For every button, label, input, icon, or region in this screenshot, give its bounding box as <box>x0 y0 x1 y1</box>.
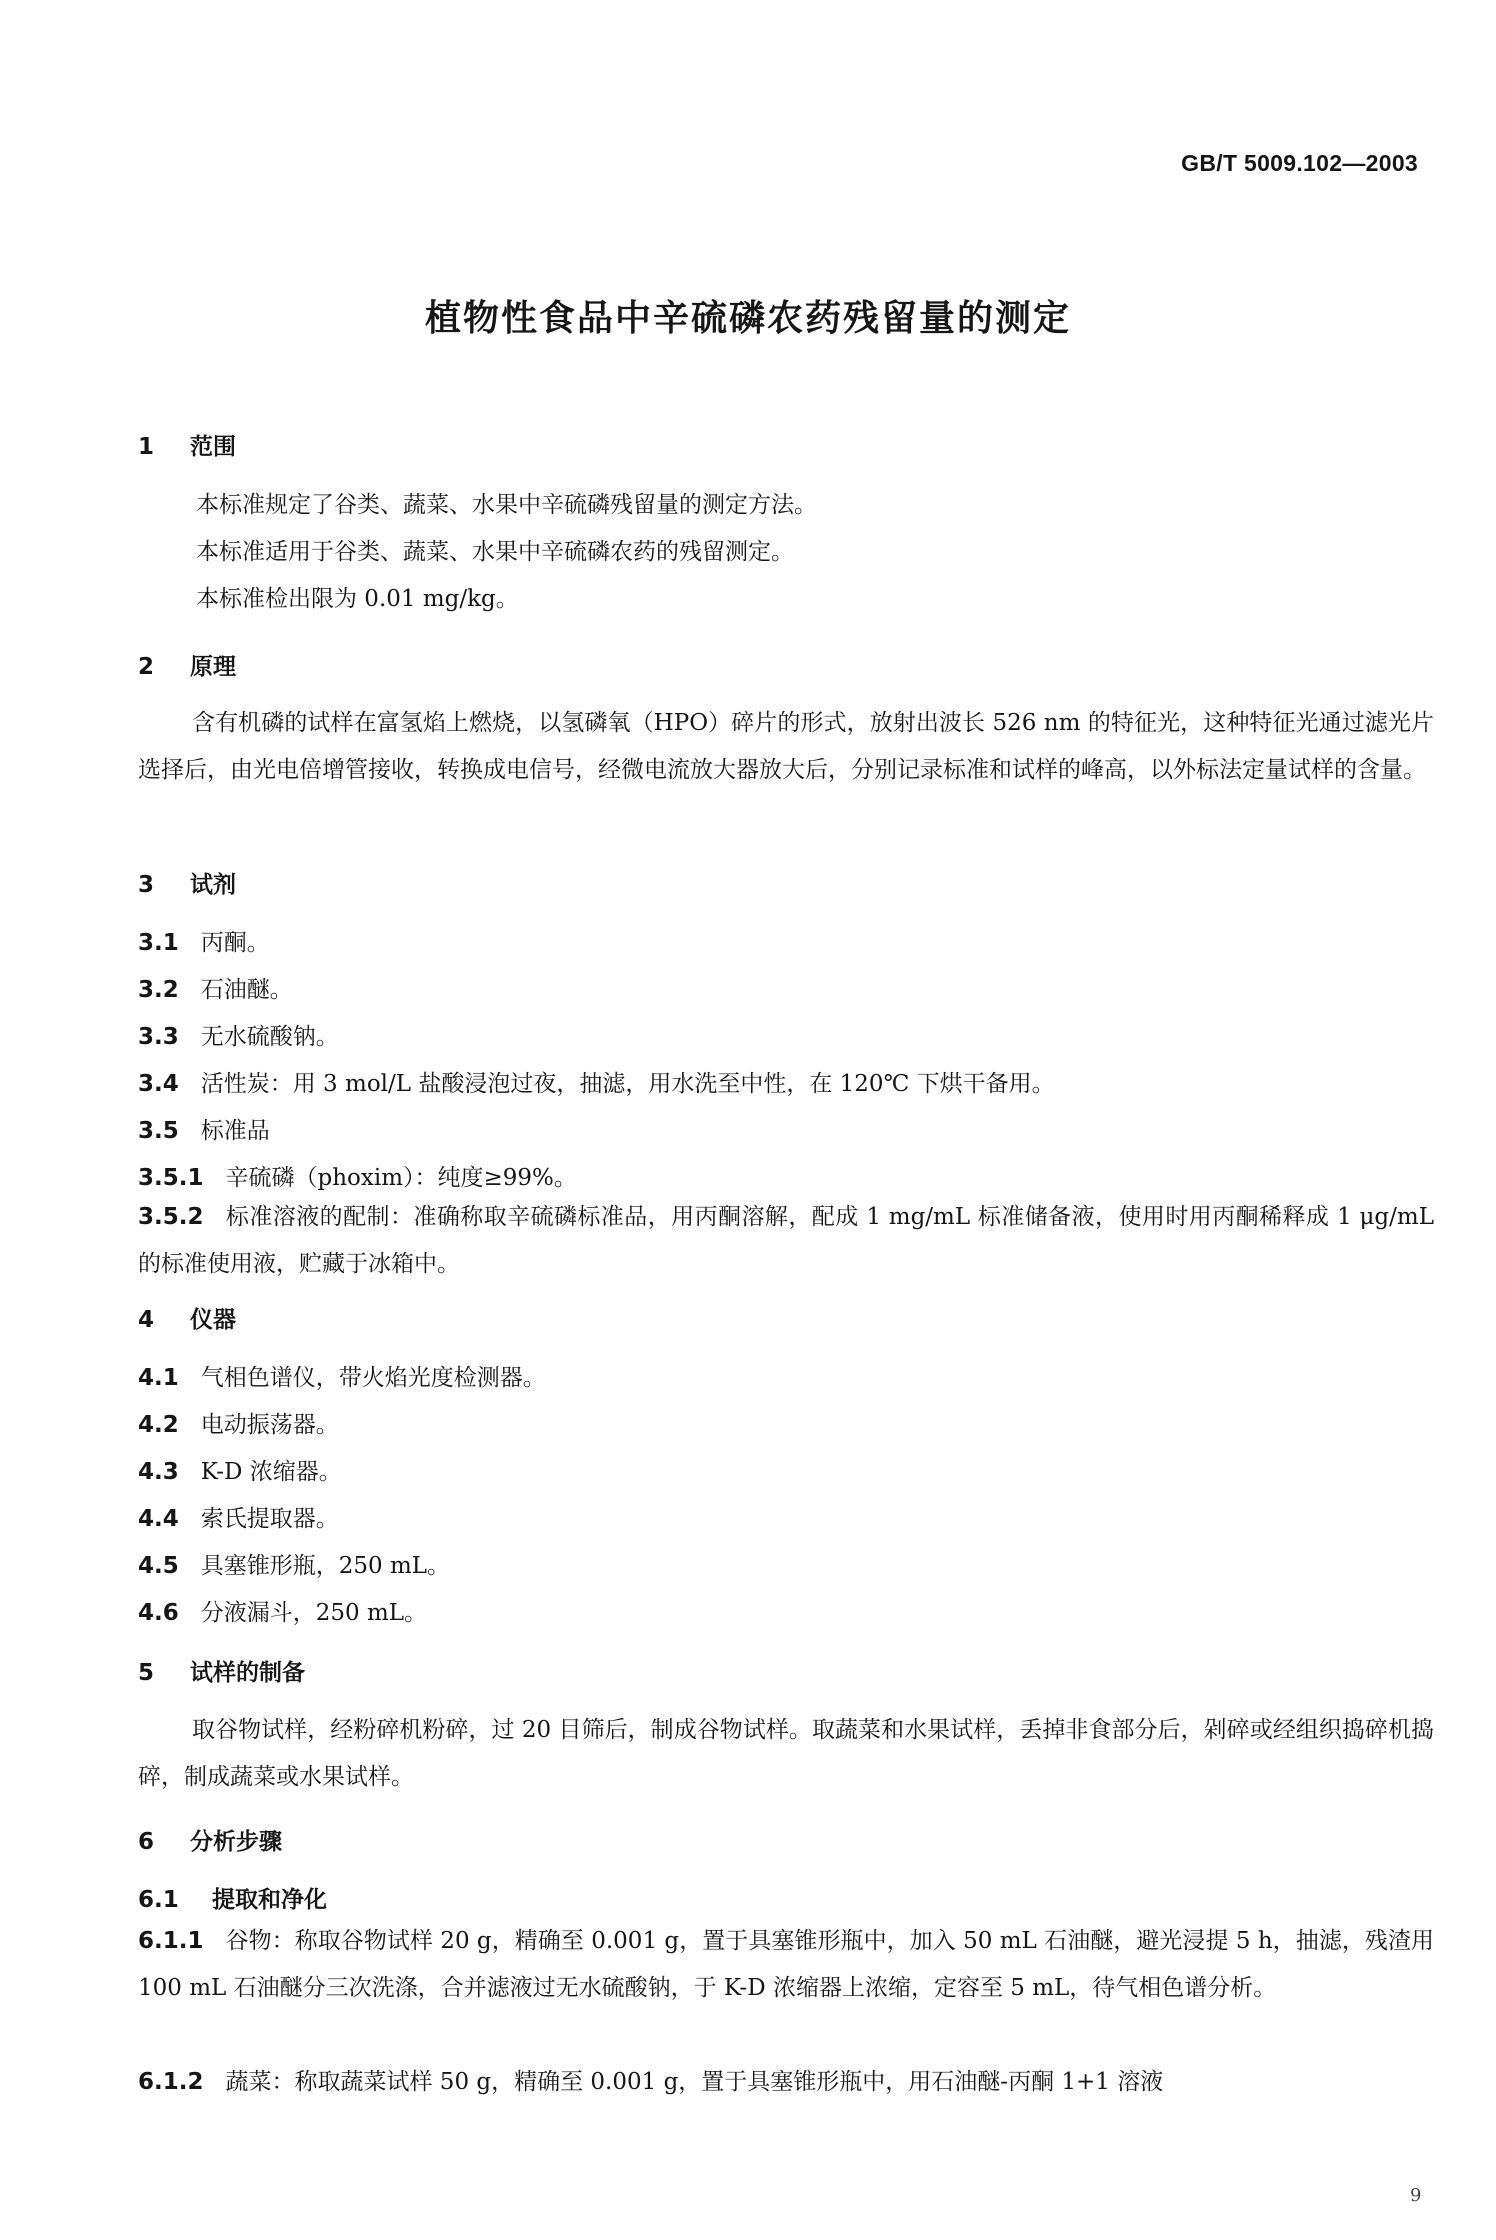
item-text: 气相色谱仪，带火焰光度检测器。 <box>200 1365 546 1391</box>
item-text: 丙酮。 <box>200 930 270 956</box>
reagent-item <box>138 928 270 958</box>
procedure-item <box>138 1918 1434 2012</box>
section-number: 5 <box>138 1660 155 1686</box>
reagent-item <box>138 1116 270 1146</box>
apparatus-item <box>138 1363 546 1393</box>
item-number: 4.6 <box>138 1600 179 1626</box>
section-title: 仪器 <box>190 1307 236 1333</box>
item-number: 3.2 <box>138 977 179 1003</box>
section-title: 试样的制备 <box>190 1660 305 1686</box>
procedure-item <box>138 2059 1434 2106</box>
item-number: 4.3 <box>138 1459 179 1485</box>
section-4-heading <box>138 1305 236 1335</box>
section-5-heading <box>138 1658 305 1688</box>
item-number: 4.5 <box>138 1553 179 1579</box>
item-number: 3.5 <box>138 1118 179 1144</box>
page-number: 9 <box>1410 2185 1422 2206</box>
section-number: 3 <box>138 872 155 898</box>
section-title: 分析步骤 <box>190 1829 282 1855</box>
section-2-heading <box>138 652 236 682</box>
subsection-6-1-heading <box>138 1885 327 1915</box>
reagent-item <box>138 1194 1434 1288</box>
item-text: 辛硫磷（phoxim）：纯度≥99%。 <box>225 1165 577 1191</box>
scope-line-3: 本标准检出限为 0.01 mg/kg。 <box>196 586 519 612</box>
item-text: 谷物：称取谷物试样 20 g，精确至 0.001 g，置于具塞锥形瓶中，加入 50 mL 石油醚，避光浸提 5 h，抽滤，残渣用 100 mL 石油醚分三次洗涤，合并滤液过无水硫酸钠，于 K-D 浓缩器上浓缩，定容至 5 mL，待气相色谱分析。 <box>138 1928 1434 2001</box>
item-text: 索氏提取器。 <box>200 1506 339 1532</box>
section-number: 4 <box>138 1307 155 1333</box>
section-title: 试剂 <box>190 872 236 898</box>
item-number: 6.1.1 <box>138 1928 204 1954</box>
reagent-item <box>138 975 293 1005</box>
item-text: 标准品 <box>200 1118 270 1144</box>
apparatus-item <box>138 1551 450 1581</box>
section-1-heading <box>138 432 236 462</box>
item-number: 4.4 <box>138 1506 179 1532</box>
item-text: 标准溶液的配制：准确称取辛硫磷标准品，用丙酮溶解，配成 1 mg/mL 标准储备液，使用时用丙酮稀释成 1 μg/mL 的标准使用液，贮藏于冰箱中。 <box>138 1204 1434 1277</box>
standard-code: GB/T 5009.102—2003 <box>1181 150 1418 176</box>
item-text: 蔬菜：称取蔬菜试样 50 g，精确至 0.001 g，置于具塞锥形瓶中，用石油醚-丙酮 1+1 溶液 <box>225 2069 1164 2095</box>
subsection-number: 6.1 <box>138 1887 179 1913</box>
item-number: 3.5.1 <box>138 1165 204 1191</box>
scope-line-1: 本标准规定了谷类、蔬菜、水果中辛硫磷残留量的测定方法。 <box>196 492 817 518</box>
item-text: 活性炭：用 3 mol/L 盐酸浸泡过夜，抽滤，用水洗至中性，在 120℃ 下烘干备用。 <box>200 1071 1055 1097</box>
page-title: 植物性食品中辛硫磷农药残留量的测定 <box>424 298 1071 339</box>
item-text: 石油醚。 <box>200 977 293 1003</box>
apparatus-item <box>138 1457 342 1487</box>
reagent-item <box>138 1022 339 1052</box>
apparatus-item <box>138 1598 427 1628</box>
scope-line-2: 本标准适用于谷类、蔬菜、水果中辛硫磷农药的残留测定。 <box>196 539 794 565</box>
apparatus-item <box>138 1410 339 1440</box>
item-text: 电动振荡器。 <box>200 1412 339 1438</box>
section-number: 6 <box>138 1829 155 1855</box>
section-6-heading <box>138 1827 282 1857</box>
item-number: 3.3 <box>138 1024 179 1050</box>
item-number: 3.4 <box>138 1071 179 1097</box>
subsection-title: 提取和净化 <box>212 1887 327 1913</box>
section-number: 2 <box>138 654 155 680</box>
item-number: 6.1.2 <box>138 2069 204 2095</box>
item-text: 具塞锥形瓶，250 mL。 <box>200 1553 451 1579</box>
reagent-item <box>138 1069 1055 1099</box>
section-title: 原理 <box>190 654 236 680</box>
item-text: 无水硫酸钠。 <box>200 1024 339 1050</box>
apparatus-item <box>138 1504 339 1534</box>
item-text: 分液漏斗，250 mL。 <box>200 1600 428 1626</box>
section-3-heading <box>138 870 236 900</box>
principle-paragraph: 含有机磷的试样在富氢焰上燃烧，以氢磷氧（HPO）碎片的形式，放射出波长 526 nm 的特征光，这种特征光通过滤光片选择后，由光电倍增管接收，转换成电信号，经微电流放大器放大后，分别记录标准和试样的峰高，以外标法定量试样的含量。 <box>138 710 1434 783</box>
item-text: K-D 浓缩器。 <box>200 1459 342 1485</box>
section-number: 1 <box>138 434 155 460</box>
item-number: 3.1 <box>138 930 179 956</box>
item-number: 4.1 <box>138 1365 179 1391</box>
item-number: 3.5.2 <box>138 1204 204 1230</box>
sample-prep-paragraph: 取谷物试样，经粉碎机粉碎，过 20 目筛后，制成谷物试样。取蔬菜和水果试样，丢掉非食部分后，剁碎或经组织捣碎机捣碎，制成蔬菜或水果试样。 <box>138 1717 1434 1790</box>
reagent-item <box>138 1163 577 1193</box>
section-title: 范围 <box>190 434 236 460</box>
item-number: 4.2 <box>138 1412 179 1438</box>
